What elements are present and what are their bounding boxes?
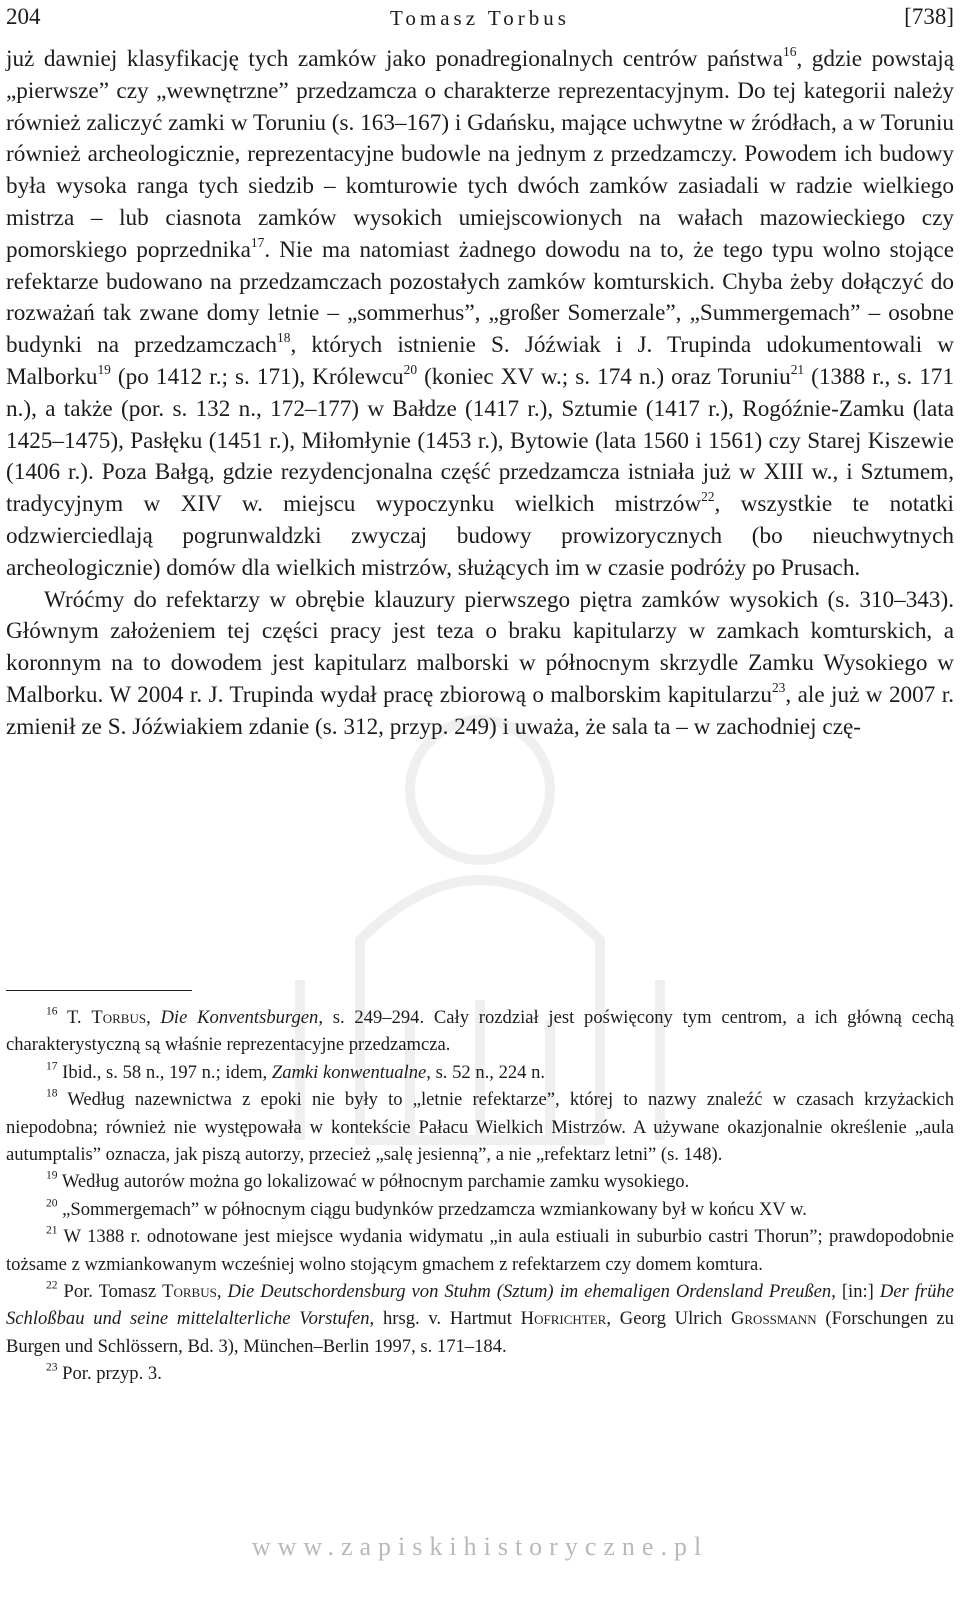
footnote-ref: 17 xyxy=(46,1060,58,1073)
author-surname: Hofrichter xyxy=(520,1308,607,1330)
footnote-ref: 20 xyxy=(403,361,418,377)
footnote xyxy=(6,1360,954,1387)
text-run: już dawniej klasyfikację tych zamków jako ponadregionalnych centrów państwa xyxy=(6,46,783,72)
footnote-ref: 16 xyxy=(783,43,797,59)
text-run: Według autorów można go lokalizować w północnym parchamie zamku wysokiego. xyxy=(57,1171,690,1193)
footnote-ref: 23 xyxy=(771,679,786,695)
footnote-ref: 20 xyxy=(46,1197,58,1210)
text-run: . Nie ma natomiast żadnego dowodu na to, że tego typu wolno stojące refektarze budowano na przedzamczach pozostałych zamków komturskich. Chyba żeby dołączyć do rozważań tak zwane domy letnie – „sommerhus”, „großer Somerzale”, „Summergemach” – osobne budynki na przedzamczach xyxy=(6,236,954,359)
footnote-ref: 21 xyxy=(790,361,805,377)
footnote-ref: 18 xyxy=(46,1087,58,1100)
text-run: Ibid., s. 58 n., 197 n.; idem, xyxy=(57,1061,272,1083)
author-surname: Torbus xyxy=(91,1007,147,1028)
italic-title: Die Deutschordensburg von Stuhm (Sztum) im ehemaligen Ordensland Preußen xyxy=(227,1281,832,1303)
page-number: 204 xyxy=(6,4,41,29)
text-run: „Sommergemach” w północnym ciągu budynków przedzamcza wzmiankowany był w końcu XV w. xyxy=(57,1198,807,1220)
text-run: W 1388 r. odnotowane jest miejsce wydania widymatu „in aula estiuali in suburbio castri Thorun”; prawdopodobnie tożsame z wzmiankowanym wcześniej wolno stojącym gmachem z refektarzem czy domem komtura. xyxy=(6,1226,954,1275)
footnote-ref: 16 xyxy=(46,1005,58,1018)
footnote xyxy=(6,1004,954,1059)
main-text xyxy=(6,44,954,744)
paragraph xyxy=(6,44,954,585)
author-surname: Torbus xyxy=(162,1281,217,1303)
text-run: , [in:] xyxy=(831,1281,880,1303)
text-run: (koniec XV w.; s. 174 n.) oraz Toruniu xyxy=(417,363,791,390)
text-run: (po 1412 r.; s. 171), Królewcu xyxy=(110,363,404,390)
running-header xyxy=(6,4,954,38)
text-run: (Forschungen zu Burgen und Schlössern, Bd. 3), München–Berlin 1997, s. 171–184. xyxy=(6,1308,954,1357)
paragraph xyxy=(6,585,954,744)
text-run: , s. 52 n., 224 n. xyxy=(426,1061,546,1083)
text-run: , Georg Ulrich xyxy=(606,1308,731,1330)
footnote-ref: 22 xyxy=(701,489,715,505)
footnote xyxy=(6,1086,954,1168)
text-run: , xyxy=(146,1007,161,1028)
text-run: , hrsg. v. Hartmut xyxy=(369,1308,521,1330)
footnote xyxy=(6,1278,954,1360)
footnote-separator xyxy=(6,990,192,991)
text-run: (1388 r., s. 171 n.), a także (por. s. 132 n., 172–177) w Bałdze (1417 r.), Sztumie (1417 r.), Rogóźnie-Zamku (lata 1425–1475), Pasłęku (1451 r.), Miłomłynie (1453 r.), Bytowie (lata 1560 i 1561) czy Starej Kiszewie (1406 r.). Poza Bałgą, gdzie rezydencjonalna część przedzamcza istniała już w XIII w., i Sztumem, tradycyjnym w XIV w. miejscu wypoczynku wielkich mistrzów xyxy=(6,363,954,518)
italic-title: Der frühe Schloßbau und seine mittelalterliche Vorstufen xyxy=(6,1281,954,1330)
footnote xyxy=(6,1196,954,1223)
footnote-ref: 23 xyxy=(46,1361,58,1374)
footnote-ref: 21 xyxy=(46,1224,58,1237)
text-run: , xyxy=(216,1281,228,1303)
text-run: , s. 249–294. Cały rozdział jest poświęcony tym centrom, a ich główną cechą charakterystyczną są właśnie reprezentacyjne przedzamcza. xyxy=(6,1007,954,1056)
footnote-ref: 18 xyxy=(277,330,291,346)
text-run: Wróćmy do refektarzy w obrębie klauzury pierwszego piętra zamków wysokich (s. 310–343). Głównym założeniem tej części pracy jest teza o braku kapitularzy w zamkach komturskich, a koronnym na to dowodem jest kapitularz malborski w północnym skrzydle Zamku Wysokiego w Malborku. W 2004 r. J. Trupinda wydał pracę zbiorową o malborskim kapitularzu xyxy=(6,586,954,708)
footnote-ref: 19 xyxy=(46,1169,58,1182)
italic-title: Zamki konwentualne xyxy=(271,1061,427,1083)
footnotes xyxy=(6,1004,954,1388)
italic-title: Die Konventsburgen xyxy=(160,1007,319,1028)
running-author: Tomasz Torbus xyxy=(390,6,570,30)
text-run: , ale już w 2007 r. zmienił ze S. Jóźwiakiem zdanie (s. 312, przyp. 249) i uważa, że sala ta – w zachodniej czę- xyxy=(6,681,954,740)
text-run: Por. przyp. 3. xyxy=(57,1363,162,1385)
journal-website: www.zapiskihistoryczne.pl xyxy=(251,1532,709,1561)
text-run: Por. Tomasz xyxy=(57,1281,163,1303)
footnote-ref: 22 xyxy=(46,1279,58,1292)
text-run: Według nazewnictwa z epoki nie były to „letnie refektarze”, której to nazwy znaleźć w czasach krzyżackich niepodobna; również nie występowała w kontekście Pałacu Wielkich Mistrzów. A używane okazjonalnie określenie „aula autumptalis” oznacza, jak piszą autorzy, przecież „salę jesienną”, a nie „refektarz letni” (s. 148). xyxy=(6,1089,954,1166)
footnote xyxy=(6,1168,954,1195)
original-page-number: [738] xyxy=(904,4,954,29)
footnote xyxy=(6,1059,954,1086)
text-run: T. xyxy=(57,1007,92,1028)
footnote-ref: 19 xyxy=(97,361,111,377)
footnote-ref: 17 xyxy=(250,234,265,250)
text-run: , których istnienie S. Jóźwiak i J. Trupinda udokumentowali w Malborku xyxy=(6,332,955,390)
text-run: , gdzie powstają „pierwsze” czy „wewnętrzne” przedzamcza o charakterze reprezentacyjnym. Do tej kategorii należy również zaliczyć zamki w Toruniu (s. 163–167) i Gdańsku, mające uchwytne w źródłach, a w Toruniu również archeologicznie, reprezentacyjne budowle na jednym z przedzamczy. Powodem ich budowy była wysoka ranga tych siedzib – komturowie tych dwóch zamków zasiadali w radzie wielkiego mistrza – lub ciasnota zamków wysokich umiejscowionych na wałach mazowieckiego czy pomorskiego poprzednika xyxy=(6,46,954,263)
footnote xyxy=(6,1223,954,1278)
author-surname: Grossmann xyxy=(730,1308,817,1330)
text-run: , wszystkie te notatki odzwierciedlają pogrunwaldzki zwyczaj budowy prowizorycznych (bo nieuchwytnych archeologicznie) domów dla wielkich mistrzów, służących im w czasie podróży po Prusach. xyxy=(6,491,954,581)
